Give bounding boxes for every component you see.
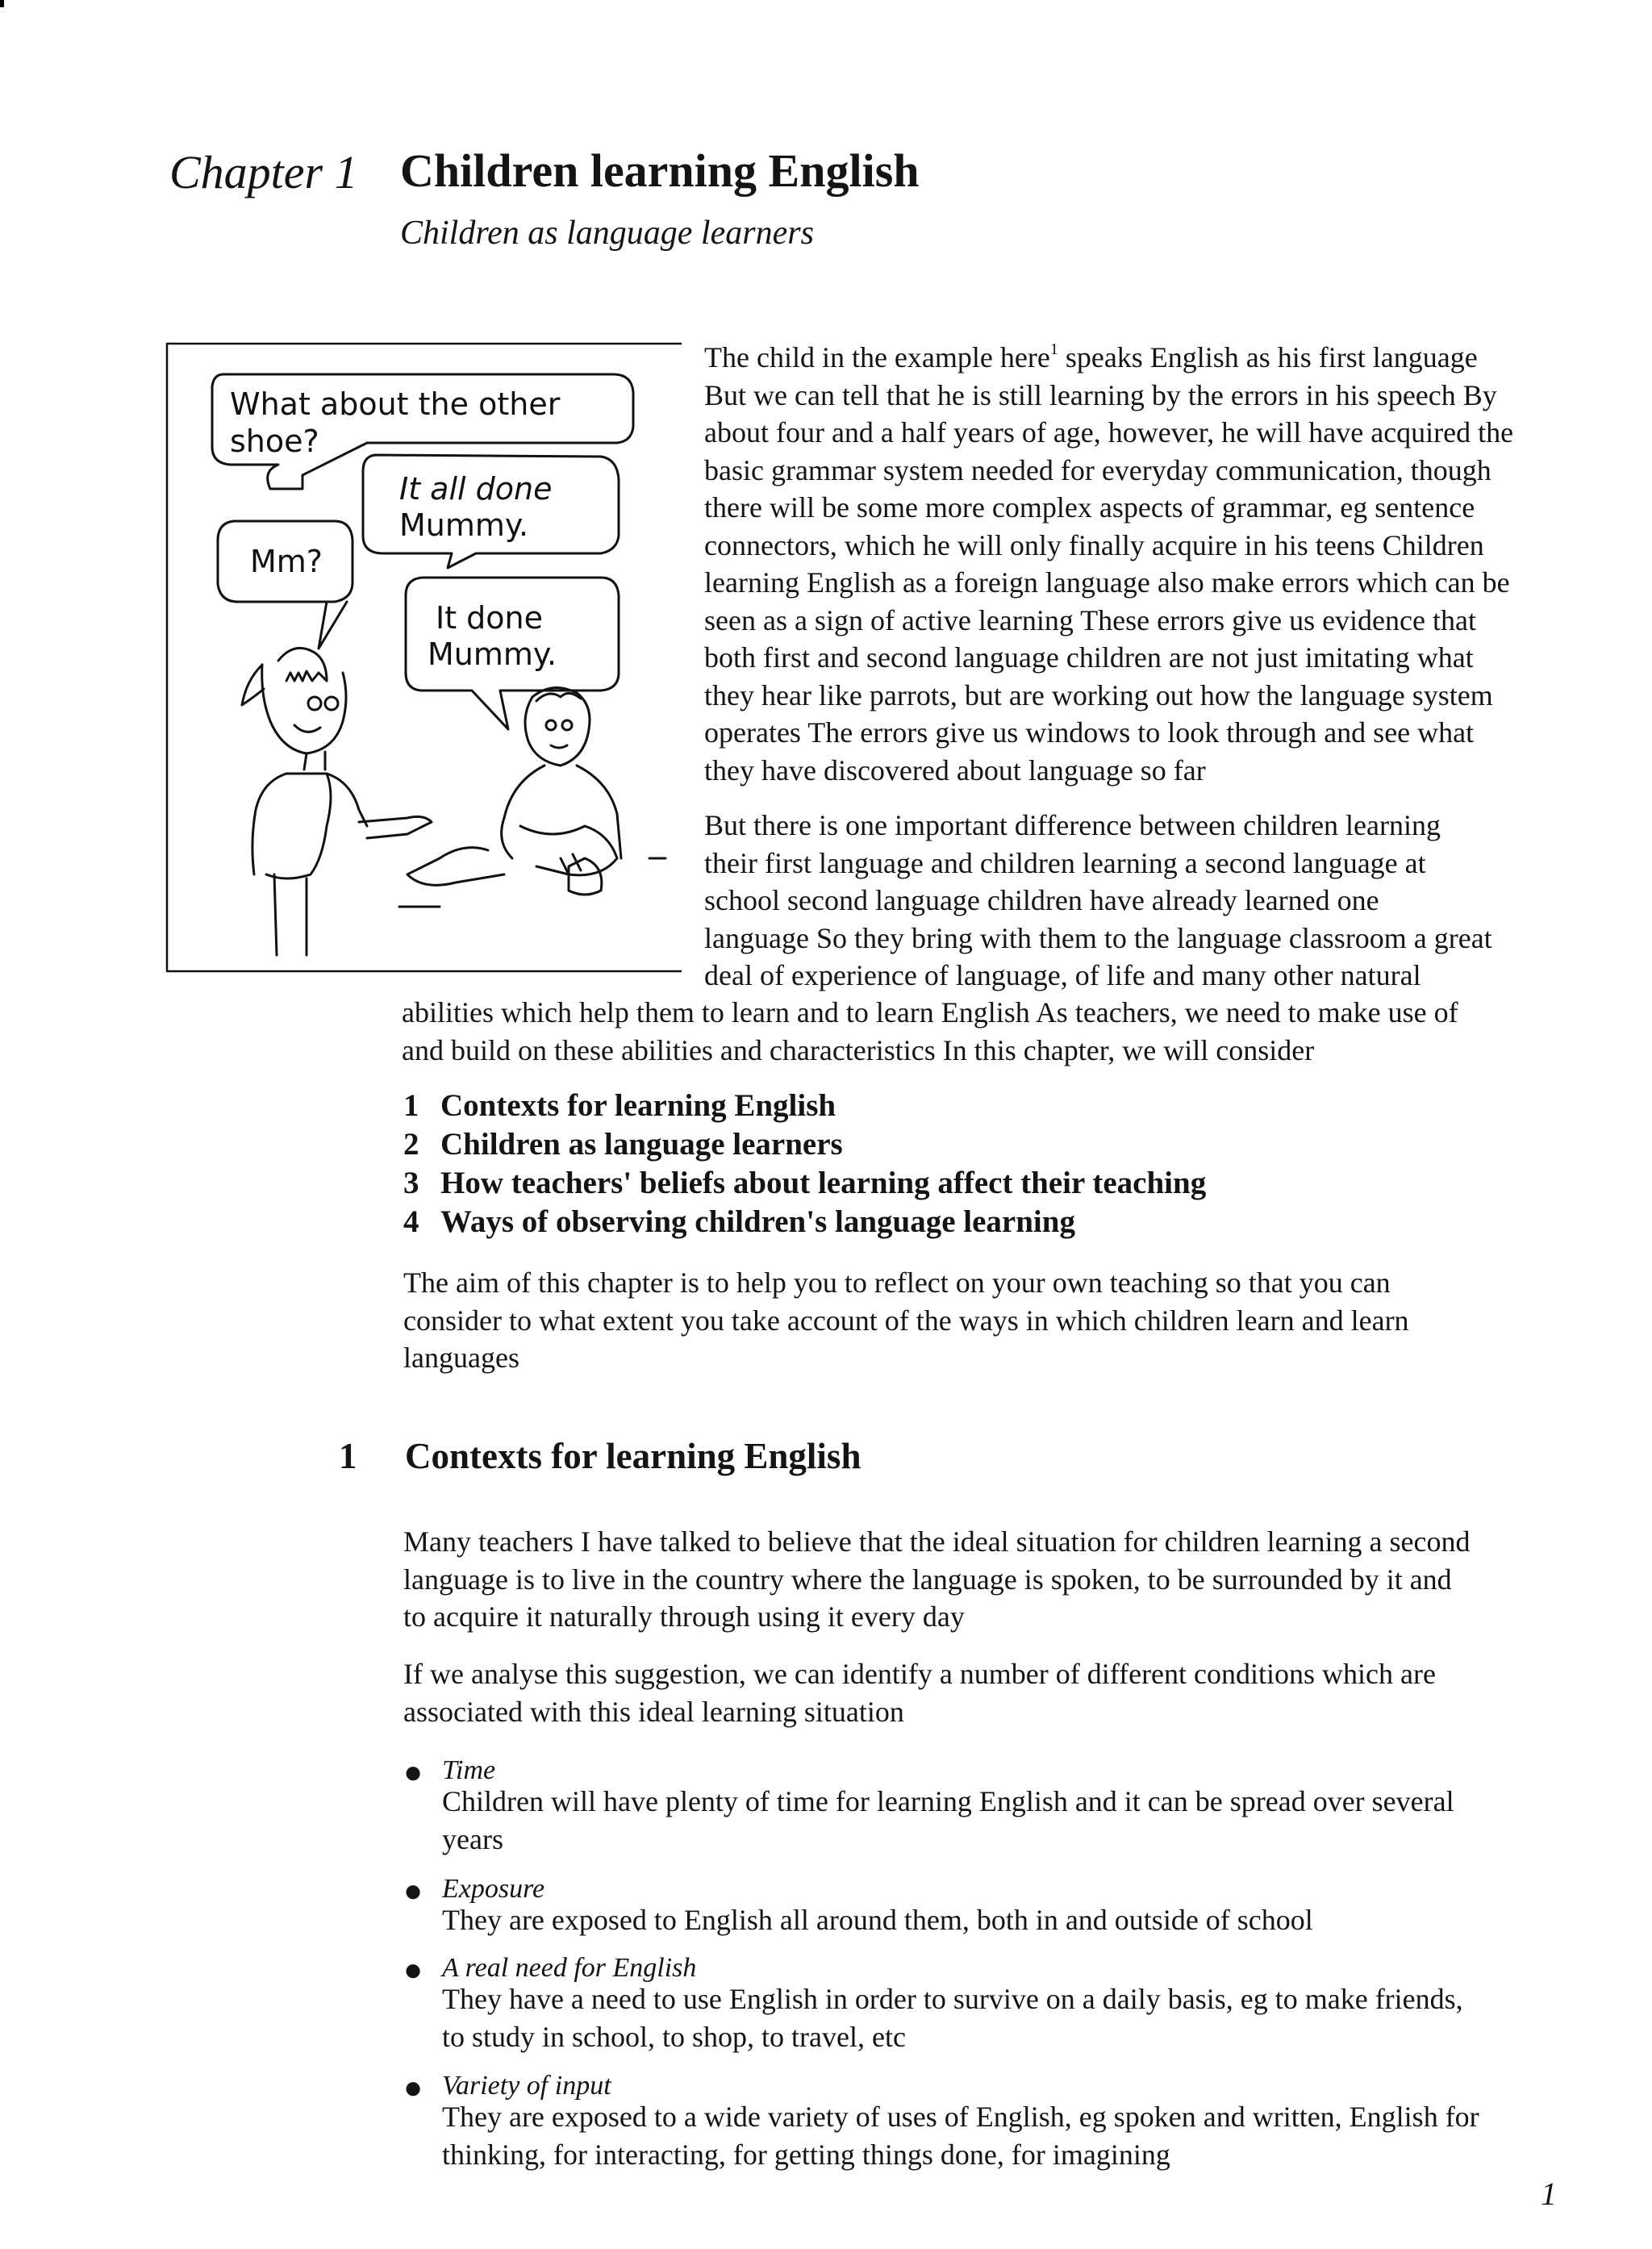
speech-child-1-line1: It all done: [399, 471, 553, 507]
bullet-icon: ●: [403, 2069, 423, 2105]
text-line: they have discovered about language so far: [704, 753, 1206, 787]
section-heading: Contexts for learning English: [405, 1436, 861, 1476]
text-line: learning English as a foreign language also make errors which can be: [704, 566, 1510, 599]
chapter-subtitle: Children as language learners: [400, 215, 814, 252]
text-line: They are exposed to a wide variety of uses of English, eg spoken and written, English for: [442, 2101, 1479, 2133]
text-line: abilities which help them to learn and to learn English As teachers, we need to make use of: [402, 996, 1458, 1029]
text-line: But there is one important difference between children learning: [704, 809, 1441, 841]
contents-item: 1 Contexts for learning English: [403, 1088, 836, 1123]
footnote-marker: 1: [1049, 340, 1058, 358]
speech-mother-1-line1: What about the other: [230, 386, 561, 422]
text-line: and build on these abilities and characteristics In this chapter, we will consider: [402, 1033, 1315, 1066]
intro-paragraph-1-first-line: The child in the example here$^1$ speaks English as his first language: [704, 340, 1478, 373]
text-line: connectors, which he will only finally acquire in his teens Children: [704, 528, 1484, 561]
text-line: years: [442, 1822, 503, 1855]
condition-text: [442, 1980, 1463, 2055]
text-line: deal of experience of language, of life and many other natural: [704, 959, 1421, 991]
cartoon-illustration: [165, 342, 682, 973]
text-line: both first and second language children are not just imitating what: [704, 641, 1474, 674]
text-line: languages: [403, 1341, 519, 1374]
condition-text: [442, 1901, 1313, 1939]
section-paragraph-1: [403, 1523, 1471, 1636]
chapter-title: Children learning English: [400, 144, 920, 197]
condition-name: Time: [442, 1755, 496, 1785]
condition-text: [442, 1783, 1454, 1858]
section-number: 1: [339, 1436, 357, 1476]
text-line: basic grammar system needed for everyday communication, though: [704, 453, 1491, 486]
condition-name: Exposure: [442, 1874, 545, 1904]
text-line: to study in school, to shop, to travel, etc: [442, 2020, 906, 2053]
contents-item: 4 Ways of observing children's language learning: [403, 1204, 1075, 1239]
page-number: 1: [1541, 2176, 1557, 2212]
condition-name: A real need for English: [442, 1953, 697, 1983]
text-line: They have a need to use English in order to survive on a daily basis, eg to make friends,: [442, 1983, 1463, 2015]
text-line: language So they bring with them to the language classroom a great: [704, 921, 1492, 954]
intro-paragraph-2: [704, 807, 1492, 995]
condition-text: [442, 2098, 1479, 2173]
text-line: they hear like parrots, but are working out how the language system: [704, 678, 1493, 711]
text-line: They are exposed to English all around them, both in and outside of school: [442, 1904, 1313, 1936]
text-line: But we can tell that he is still learning by the errors in his speech By: [704, 378, 1497, 411]
text-line: The aim of this chapter is to help you to reflect on your own teaching so that you can: [403, 1266, 1391, 1299]
text-line: If we analyse this suggestion, we can identify a number of different conditions which are: [403, 1658, 1436, 1690]
speech-mother-1-line2: shoe?: [230, 424, 319, 459]
text-line: about four and a half years of age, however, he will have acquired the: [704, 416, 1514, 449]
text-line: associated with this ideal learning situation: [403, 1695, 904, 1728]
condition-name: Variety of input: [442, 2071, 611, 2101]
mother-figure: [242, 648, 432, 955]
contents-item: 3 How teachers' beliefs about learning affect their teaching: [403, 1166, 1207, 1200]
contents-item: 2 Children as language learners: [403, 1127, 843, 1162]
text-line: thinking, for interacting, for getting things done, for imagining: [442, 2138, 1170, 2171]
section-paragraph-2: [403, 1655, 1436, 1730]
text-line: Children will have plenty of time for learning English and it can be spread over several: [442, 1785, 1454, 1817]
text-line: their first language and children learning a second language at: [704, 846, 1426, 879]
speech-child-2-line2: Mummy.: [428, 636, 557, 672]
intro-paragraph-2-continued: [402, 994, 1458, 1069]
aim-paragraph: [403, 1264, 1409, 1377]
chapter-contents-list: [403, 1087, 1206, 1241]
text-line: language is to live in the country where the language is spoken, to be surrounded by it and: [403, 1563, 1452, 1596]
text-line: there will be some more complex aspects of grammar, eg sentence: [704, 491, 1475, 524]
text-line: operates The errors give us windows to look through and see what: [704, 716, 1475, 749]
speech-child-2-line1: It done: [436, 600, 544, 636]
scan-mark: [0, 0, 4, 7]
text-line: Many teachers I have talked to believe that the ideal situation for children learning a second: [403, 1525, 1471, 1558]
bullet-icon: ●: [403, 1754, 423, 1790]
bullet-icon: ●: [403, 1951, 423, 1988]
text-line: seen as a sign of active learning These errors give us evidence that: [704, 603, 1476, 636]
chapter-label: Chapter 1: [169, 146, 358, 198]
text-line: to acquire it naturally through using it every day: [403, 1600, 965, 1633]
speech-child-1-line2: Mummy.: [399, 507, 529, 543]
text-line: consider to what extent you take account of the ways in which children learn and learn: [403, 1304, 1409, 1337]
child-figure: [399, 688, 665, 907]
text-line: school second language children have already learned one: [704, 884, 1379, 916]
speech-mother-2: Mm?: [250, 544, 323, 579]
bullet-icon: ●: [403, 1872, 423, 1909]
intro-paragraph-1: [704, 339, 1513, 789]
